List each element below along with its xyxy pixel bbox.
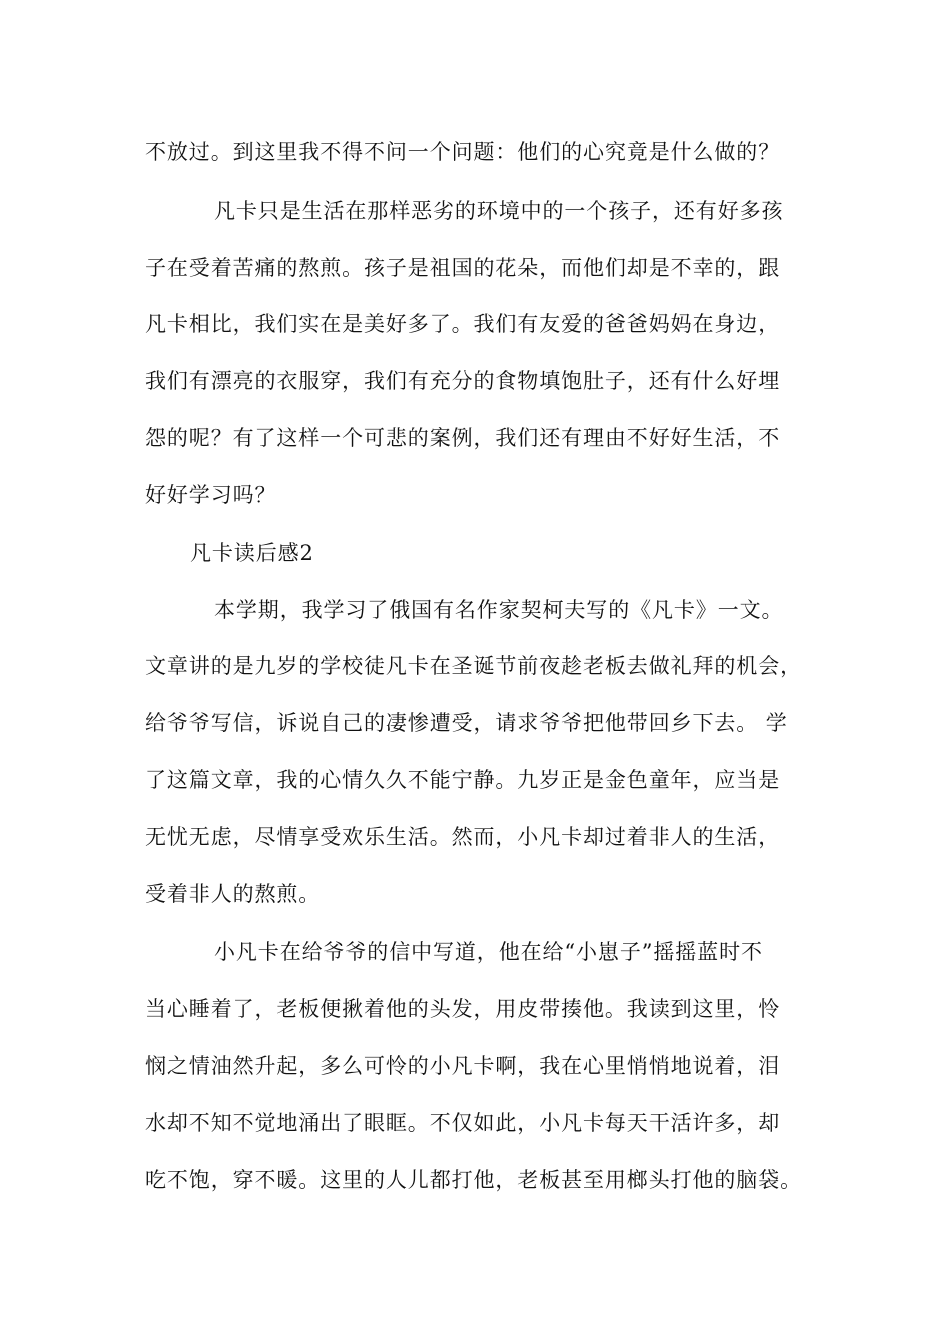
text-line: 本学期，我学习了俄国有名作家契柯夫写的《凡卡》一文。: [214, 598, 784, 622]
text-line: 小凡卡在给爷爷的信中写道，他在给“小崽子”摇摇蓝时不: [214, 940, 763, 964]
text-line: 水却不知不觉地涌出了眼眶。不仅如此，小凡卡每天干活许多，却: [145, 1111, 781, 1135]
text-line: 凡卡只是生活在那样恶劣的环境中的一个孩子，还有好多孩: [214, 199, 784, 223]
text-line: 当心睡着了，老板便揪着他的头发，用皮带揍他。我读到这里，怜: [145, 997, 781, 1021]
text-line: 无忧无虑，尽情享受欢乐生活。然而，小凡卡却过着非人的生活，: [145, 825, 781, 849]
text-line: 受着非人的熬煎。: [145, 882, 321, 906]
text-line: 文章讲的是九岁的学校徒凡卡在圣诞节前夜趁老板去做礼拜的机会，: [145, 654, 802, 678]
text-line: 了这篇文章，我的心情久久不能宁静。九岁正是金色童年，应当是: [145, 768, 781, 792]
section-heading: 凡卡读后感2: [190, 541, 314, 565]
text-line: 好好学习吗？: [145, 483, 277, 507]
text-line: 我们有漂亮的衣服穿，我们有充分的食物填饱肚子，还有什么好埋: [145, 369, 781, 393]
text-line: 凡卡相比，我们实在是美好多了。我们有友爱的爸爸妈妈在身边，: [145, 312, 781, 336]
text-line: 给爷爷写信，诉说自己的凄惨遭受，请求爷爷把他带回乡下去。 学: [145, 711, 788, 735]
text-line: 怨的呢？有了这样一个可悲的案例，我们还有理由不好好生活，不: [145, 426, 781, 450]
text-line: 悯之情油然升起，多么可怜的小凡卡啊，我在心里悄悄地说着，泪: [145, 1054, 781, 1078]
text-line: 吃不饱，穿不暖。这里的人儿都打他，老板甚至用榔头打他的脑袋。: [145, 1168, 802, 1192]
text-line: 不放过。到这里我不得不问一个问题：他们的心究竟是什么做的？: [145, 140, 781, 164]
text-line: 子在受着苦痛的熬煎。孩子是祖国的花朵，而他们却是不幸的，跟: [145, 256, 781, 280]
